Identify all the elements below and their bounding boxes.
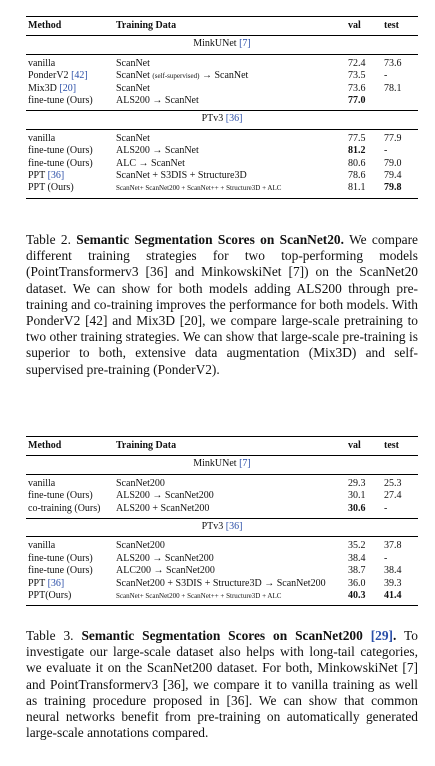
training-data-cell	[114, 182, 346, 198]
test-score-cell	[382, 503, 418, 519]
method-citation: [20]	[59, 82, 77, 94]
table-3-body	[26, 437, 418, 606]
val-score: 38.4	[348, 552, 366, 564]
caption-label: Table 3.	[26, 628, 74, 643]
val-score-cell	[346, 70, 382, 82]
test-score-cell	[382, 158, 418, 170]
table-row	[26, 578, 418, 590]
section-citation: [36]	[225, 521, 243, 533]
table-3-caption: Table 3. Semantic Segmentation Scores on ScanNet200 [29]. To investigate our large-scale dataset also helps with long-tail categories, we evaluate it on the ScanNet200 dataset. For both, MinkowskiNet [7] and PointTransformerv3 [36], we compare it to vanilla training as well as training procedure proposed in [36]. We can show that common neural networks benefit from pre-training on automatically generated large-scale annotations compared.	[26, 628, 418, 741]
training-data-cell	[114, 158, 346, 170]
column-header: Method	[26, 17, 114, 36]
val-score-cell	[346, 474, 382, 490]
val-score-cell	[346, 170, 382, 182]
table-row	[26, 54, 418, 70]
caption-label: Table 2.	[26, 232, 71, 247]
table-row	[26, 145, 418, 157]
test-score: 41.4	[384, 590, 402, 602]
test-score: 39.3	[384, 577, 402, 589]
section-title: PTv3	[201, 113, 224, 125]
section-title: PTv3	[201, 521, 224, 533]
val-score: 29.3	[348, 477, 366, 489]
training-data: ALS200 + ScanNet200	[116, 502, 210, 514]
test-score-cell	[382, 474, 418, 490]
method-citation: [42]	[71, 70, 88, 82]
test-score-cell	[382, 170, 418, 182]
val-score: 73.5	[348, 70, 366, 82]
table-header-row	[26, 437, 418, 456]
method-name: PPT	[28, 577, 46, 589]
training-data-cell	[114, 490, 346, 502]
training-data-note: (self-supervised)	[152, 72, 200, 81]
caption-title: Semantic Segmentation Scores on ScanNet200	[81, 628, 363, 643]
training-data-cell	[114, 474, 346, 490]
test-score-cell	[382, 95, 418, 111]
training-data-cell	[114, 54, 346, 70]
method-cell	[26, 145, 114, 157]
test-score: 37.8	[384, 540, 402, 552]
section-title-cell	[26, 519, 418, 537]
method-name: PonderV2	[28, 70, 69, 82]
test-score: 79.4	[384, 170, 402, 182]
method-name: PPT (Ours)	[28, 182, 74, 194]
val-score: 78.6	[348, 170, 366, 182]
table-row	[26, 490, 418, 502]
training-data: ScanNet	[116, 57, 150, 69]
method-cell	[26, 54, 114, 70]
val-score-cell	[346, 490, 382, 502]
method-name: co-training (Ours)	[28, 502, 101, 514]
method-cell	[26, 503, 114, 519]
val-score-cell	[346, 578, 382, 590]
table-row	[26, 537, 418, 553]
test-score-cell	[382, 83, 418, 95]
test-score: 25.3	[384, 477, 402, 489]
test-score: 79.8	[384, 182, 402, 194]
training-data-cell	[114, 129, 346, 145]
table-row	[26, 590, 418, 606]
column-header: test	[382, 17, 418, 36]
table-row	[26, 170, 418, 182]
column-header: val	[346, 17, 382, 36]
method-cell	[26, 95, 114, 111]
section-header-row	[26, 456, 418, 474]
method-name: Mix3D	[28, 82, 57, 94]
method-name: fine-tune (Ours)	[28, 157, 93, 169]
training-data: ALC200 → ScanNet200	[116, 565, 215, 577]
table-header-row	[26, 17, 418, 36]
test-score: -	[384, 502, 388, 514]
caption-body: To investigate our large-scale dataset also helps with long-tail categories, we evaluate it on the ScanNet200 dataset. For both, MinkowskiNet [7] and PointTransformerv3 [36], we compare it to vanilla training as well as training procedure proposed in [36]. We can show that common neural networks benefit from pre-training on automatically generated large-scale annotations compared.	[26, 628, 418, 741]
val-score-cell	[346, 129, 382, 145]
section-title-cell	[26, 111, 418, 129]
caption-title: Semantic Segmentation Scores on ScanNet20.	[76, 232, 344, 247]
table-row	[26, 83, 418, 95]
val-score-cell	[346, 145, 382, 157]
val-score: 77.5	[348, 132, 366, 144]
training-data: ALS200 → ScanNet	[116, 95, 199, 107]
test-score: -	[384, 145, 388, 157]
table-row	[26, 70, 418, 82]
test-score: -	[384, 70, 388, 82]
method-cell	[26, 553, 114, 565]
val-score-cell	[346, 503, 382, 519]
test-score-cell	[382, 578, 418, 590]
training-data-cell	[114, 170, 346, 182]
training-data: ScanNet + S3DIS + Structure3D	[116, 170, 247, 182]
val-score: 30.6	[348, 502, 366, 514]
section-title-cell	[26, 36, 418, 54]
training-data-target: → ScanNet	[201, 70, 249, 82]
val-score-cell	[346, 54, 382, 70]
table-2-body	[26, 17, 418, 199]
column-header: test	[382, 437, 418, 456]
method-name: vanilla	[28, 57, 56, 69]
test-score-cell	[382, 54, 418, 70]
caption-body: We compare different training strategies for two top-performing models (PointTransformerv3 [36] and MinkowskiNet [7]) on the ScanNet20 dataset. We can show for both models adding ALS200 through pre-training and co-training improves the performance for both models. With PonderV2 [42] and Mix3D [20], we compare large-scale pretraining to two other training strategies. We can show that large-scale pre-training is superior to both, extensive data augmentation (Mix3D) and self-supervised pre-training (PonderV2).	[26, 232, 419, 377]
method-cell	[26, 182, 114, 198]
test-score-cell	[382, 70, 418, 82]
section-citation: [7]	[239, 458, 251, 470]
method-cell	[26, 129, 114, 145]
table-row	[26, 158, 418, 170]
training-data: ALS200 → ScanNet	[116, 145, 199, 157]
table-row	[26, 129, 418, 145]
column-header: Training Data	[114, 17, 346, 36]
test-score-cell	[382, 182, 418, 198]
section-title: MinkUNet	[193, 38, 237, 50]
val-score-cell	[346, 553, 382, 565]
method-name: fine-tune (Ours)	[28, 145, 93, 157]
section-header-row	[26, 519, 418, 537]
test-score: -	[384, 552, 388, 564]
val-score-cell	[346, 83, 382, 95]
table-row	[26, 474, 418, 490]
test-score-cell	[382, 145, 418, 157]
val-score-cell	[346, 537, 382, 553]
test-score: 27.4	[384, 490, 402, 502]
training-data: ScanNet	[116, 132, 150, 144]
method-name: fine-tune (Ours)	[28, 95, 93, 107]
column-header: Method	[26, 437, 114, 456]
training-data-cell	[114, 537, 346, 553]
table-2-caption	[26, 232, 418, 378]
training-data: ALS200 → ScanNet200	[116, 490, 214, 502]
method-citation: [36]	[47, 577, 65, 589]
table-row	[26, 565, 418, 577]
val-score: 40.3	[348, 590, 366, 602]
method-name: fine-tune (Ours)	[28, 565, 93, 577]
val-score-cell	[346, 158, 382, 170]
method-name: vanilla	[28, 477, 56, 489]
table-row	[26, 503, 418, 519]
column-header: Training Data	[114, 437, 346, 456]
val-score-cell	[346, 182, 382, 198]
training-data: ALC → ScanNet	[116, 157, 185, 169]
training-data-cell	[114, 83, 346, 95]
training-data: ScanNet+ ScanNet200 + ScanNet++ + Structure3D + ALC	[116, 592, 282, 601]
val-score-cell	[346, 95, 382, 111]
test-score: 77.9	[384, 132, 402, 144]
test-score: 73.6	[384, 57, 402, 69]
table-row	[26, 95, 418, 111]
training-data: ScanNet200 + S3DIS + Structure3D → ScanNet200	[116, 577, 326, 589]
method-name: vanilla	[28, 132, 56, 144]
method-cell	[26, 578, 114, 590]
table-2	[26, 16, 418, 199]
training-data-cell	[114, 503, 346, 519]
table-3	[26, 436, 418, 606]
training-data: ScanNet200	[116, 477, 165, 489]
test-score-cell	[382, 565, 418, 577]
val-score: 81.2	[348, 145, 366, 157]
training-data: ScanNet	[116, 82, 150, 94]
method-cell	[26, 537, 114, 553]
training-data-cell	[114, 578, 346, 590]
val-score-cell	[346, 565, 382, 577]
method-name: PPT	[28, 170, 46, 182]
training-data: ALS200 → ScanNet200	[116, 552, 214, 564]
method-name: fine-tune (Ours)	[28, 552, 93, 564]
table-row	[26, 182, 418, 198]
val-score: 72.4	[348, 57, 366, 69]
method-name: fine-tune (Ours)	[28, 490, 93, 502]
val-score: 77.0	[348, 95, 366, 107]
section-title: MinkUNet	[193, 458, 237, 470]
method-cell	[26, 70, 114, 82]
val-score: 73.6	[348, 82, 366, 94]
test-score-cell	[382, 490, 418, 502]
training-data-cell	[114, 95, 346, 111]
test-score: 78.1	[384, 82, 402, 94]
method-cell	[26, 590, 114, 606]
method-cell	[26, 490, 114, 502]
section-header-row	[26, 36, 418, 54]
method-cell	[26, 170, 114, 182]
table-row	[26, 553, 418, 565]
val-score: 35.2	[348, 540, 366, 552]
training-data-cell	[114, 145, 346, 157]
section-title-cell	[26, 456, 418, 474]
method-cell	[26, 474, 114, 490]
section-citation: [7]	[239, 38, 251, 50]
val-score: 36.0	[348, 577, 366, 589]
training-data: ScanNet200	[116, 540, 165, 552]
method-name: PPT(Ours)	[28, 590, 72, 602]
training-data: ScanNet+ ScanNet200 + ScanNet++ + Structure3D + ALC	[116, 184, 282, 193]
test-score-cell	[382, 590, 418, 606]
method-citation: [36]	[47, 170, 65, 182]
val-score: 80.6	[348, 157, 366, 169]
column-header: val	[346, 437, 382, 456]
method-cell	[26, 158, 114, 170]
test-score: 79.0	[384, 157, 402, 169]
training-data-cell	[114, 553, 346, 565]
training-data-cell	[114, 565, 346, 577]
caption-title-citation: [29]	[370, 628, 394, 643]
training-data-cell	[114, 590, 346, 606]
method-name: vanilla	[28, 540, 56, 552]
val-score-cell	[346, 590, 382, 606]
section-citation: [36]	[225, 113, 243, 125]
training-data-cell	[114, 70, 346, 82]
val-score: 81.1	[348, 182, 366, 194]
method-cell	[26, 565, 114, 577]
training-data: ScanNet	[116, 70, 150, 82]
test-score-cell	[382, 129, 418, 145]
test-score-cell	[382, 553, 418, 565]
section-header-row	[26, 111, 418, 129]
test-score-cell	[382, 537, 418, 553]
method-cell	[26, 83, 114, 95]
val-score: 38.7	[348, 565, 366, 577]
test-score: 38.4	[384, 565, 402, 577]
val-score: 30.1	[348, 490, 366, 502]
